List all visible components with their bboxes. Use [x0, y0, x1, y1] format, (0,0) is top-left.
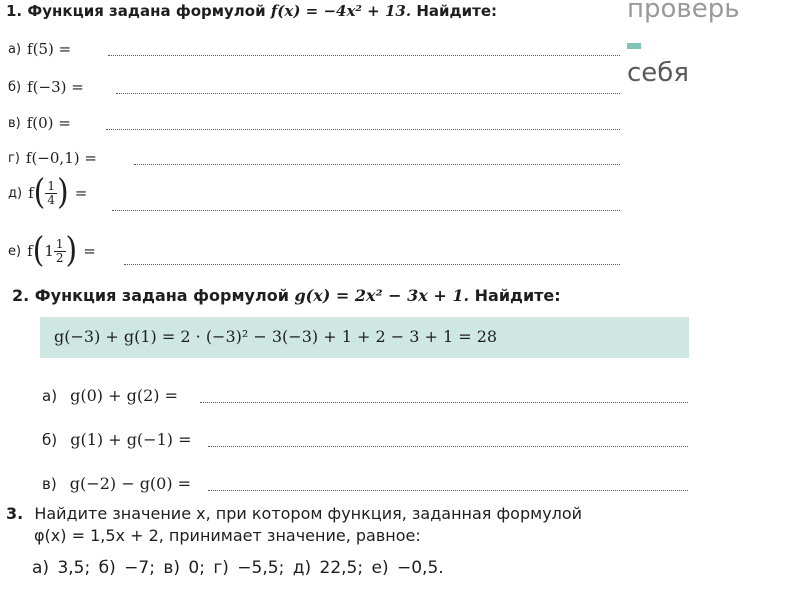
side-title-line2: себя	[627, 58, 689, 88]
task1-title: Функция задана формулой	[27, 2, 266, 20]
answer-line[interactable]	[106, 129, 620, 130]
task2-heading	[12, 286, 561, 305]
task1-formula: f(x) = −4x² + 13.	[270, 2, 412, 20]
answer-line[interactable]	[124, 264, 620, 265]
task1-item-c	[8, 114, 71, 132]
answer-line[interactable]	[134, 164, 620, 165]
item-expr: f(0) =	[26, 114, 71, 132]
fraction	[45, 180, 57, 207]
item-label: д)	[8, 185, 23, 201]
task1-item-b	[8, 78, 84, 96]
task2-item-c	[42, 474, 191, 493]
task3-block	[6, 503, 582, 547]
bracket-close: )	[65, 230, 78, 271]
side-title-line1: проверь	[627, 0, 740, 24]
worked-example-box	[40, 317, 689, 358]
item-expr: g(−2) − g(0) =	[69, 474, 192, 493]
task1-heading	[6, 2, 497, 20]
task3-line2: φ(x) = 1,5x + 2, принимает значение, равное:	[34, 526, 421, 545]
task2-title: Функция задана формулой	[34, 286, 289, 305]
answer-line[interactable]	[200, 402, 688, 403]
item-expr: g(0) + g(2) =	[70, 386, 179, 405]
task2-number: 2.	[12, 286, 30, 305]
task1-item-d	[8, 149, 97, 167]
bracket-close: )	[56, 172, 69, 213]
answer-line[interactable]	[116, 93, 620, 94]
fraction-numerator: 1	[47, 178, 55, 193]
fraction	[54, 238, 66, 265]
bracket-open: (	[32, 230, 45, 271]
task1-item-e	[8, 172, 88, 213]
item-label: а)	[42, 387, 58, 405]
answer-line[interactable]	[112, 210, 620, 211]
bracket-open: (	[33, 172, 46, 213]
task2-item-b	[42, 430, 192, 449]
mixed-whole: 1	[44, 242, 54, 260]
item-label: е)	[8, 243, 22, 259]
fraction-denominator: 2	[55, 250, 64, 265]
task3-number: 3.	[6, 504, 24, 523]
item-expr-prefix: f	[28, 184, 34, 202]
task1-item-f	[8, 230, 96, 271]
fraction-numerator: 1	[55, 236, 64, 251]
item-label: б)	[8, 79, 22, 95]
item-label: а)	[8, 41, 22, 57]
task1-find: Найдите:	[416, 2, 497, 20]
task2-item-a	[42, 386, 178, 405]
item-expr: f(−0,1) =	[25, 149, 97, 167]
item-expr-prefix: f	[27, 242, 33, 260]
task2-find: Найдите:	[474, 286, 561, 305]
item-expr: f(−3) =	[27, 78, 84, 96]
task1-number: 1.	[6, 2, 23, 20]
item-label: г)	[8, 150, 20, 166]
item-label: в)	[8, 115, 21, 131]
answer-line[interactable]	[108, 55, 620, 56]
answer-line[interactable]	[208, 446, 688, 447]
task2-formula: g(x) = 2x² − 3x + 1.	[294, 286, 470, 305]
fraction-denominator: 4	[47, 192, 55, 207]
item-expr: g(1) + g(−1) =	[70, 430, 192, 449]
item-expr-suffix: =	[74, 184, 88, 202]
accent-bar	[627, 43, 641, 49]
item-expr-suffix: =	[83, 242, 96, 260]
item-expr: f(5) =	[27, 40, 72, 58]
item-label: б)	[42, 431, 58, 449]
answer-line[interactable]	[208, 490, 688, 491]
task1-item-a	[8, 40, 71, 58]
worked-example: g(−3) + g(1) = 2 · (−3)² − 3(−3) + 1 + 2 − 3 + 1 = 28	[54, 327, 498, 346]
item-label: в)	[42, 475, 57, 493]
task3-line1: Найдите значение x, при котором функция, заданная формулой	[34, 504, 583, 523]
task3-answers: а) 3,5; б) −7; в) 0; г) −5,5; д) 22,5; е) −0,5.	[32, 558, 444, 578]
